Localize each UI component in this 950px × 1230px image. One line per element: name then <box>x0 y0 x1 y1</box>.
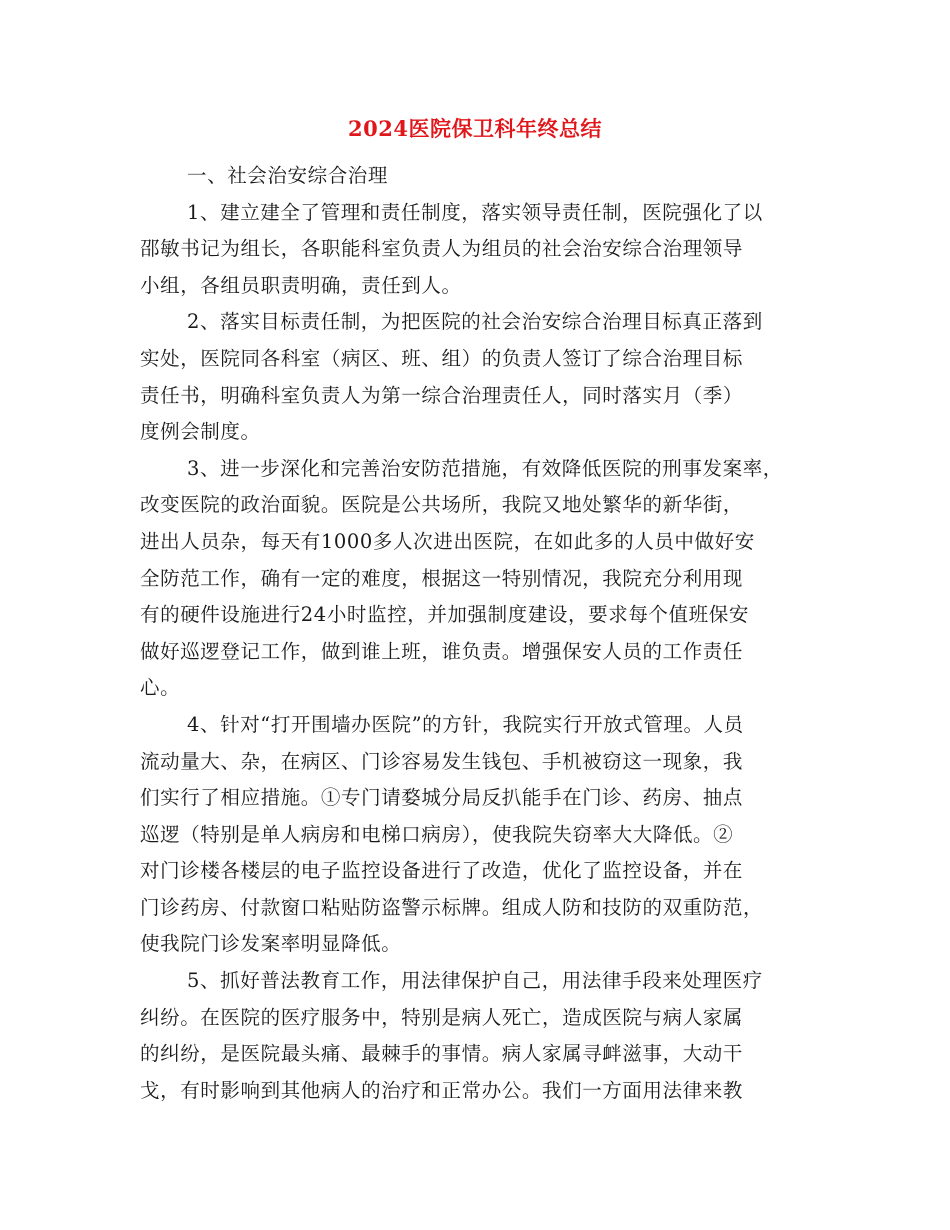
paragraph-line: 1、建立建全了管理和责任制度，落实领导责任制，医院强化了以 <box>187 200 763 224</box>
paragraph-line: 责任书，明确科室负责人为第一综合治理责任人，同时落实月（季） <box>140 383 744 407</box>
paragraph-line: 戈，有时影响到其他病人的治疗和正常办公。我们一方面用法律来教 <box>140 1078 744 1102</box>
paragraph-line: 纠纷。在医院的医疗服务中，特别是病人死亡，造成医院与病人家属 <box>140 1005 744 1029</box>
paragraph-line: 流动量大、杂，在病区、门诊容易发生钱包、手机被窃这一现象，我 <box>140 749 744 773</box>
paragraph-line: 做好巡逻登记工作，做到谁上班，谁负责。增强保安人员的工作责任 <box>140 639 744 663</box>
paragraph-line: 有的硬件设施进行24小时监控，并加强制度建设，要求每个值班保安 <box>140 603 749 627</box>
paragraph-line: 邵敏书记为组长，各职能科室负责人为组员的社会治安综合治理领导 <box>140 237 744 261</box>
section-heading: 一、社会治安综合治理 <box>187 164 389 187</box>
paragraph-line: 改变医院的政治面貌。医院是公共场所，我院又地处繁华的新华街， <box>140 493 744 517</box>
paragraph-line: 4、针对“打开围墙办医院”的方针，我院实行开放式管理。人员 <box>187 712 744 736</box>
paragraph-line: 实处，医院同各科室（病区、班、组）的负责人签订了综合治理目标 <box>140 346 744 370</box>
paragraph-line: 巡逻（特别是单人病房和电梯口病房），使我院失窃率大大降低。② <box>140 822 734 846</box>
paragraph-line: 全防范工作，确有一定的难度，根据这一特别情况，我院充分利用现 <box>140 566 744 590</box>
document-title: 2024医院保卫科年终总结 <box>348 116 602 141</box>
paragraph-line: 3、进一步深化和完善治安防范措施，有效降低医院的刑事发案率， <box>187 456 783 480</box>
paragraph-line: 心。 <box>140 676 181 700</box>
paragraph-line: 门诊药房、付款窗口粘贴防盗警示标牌。组成人防和技防的双重防范， <box>140 895 764 919</box>
document-body <box>140 158 820 1109</box>
paragraph-line: 们实行了相应措施。①专门请婺城分局反扒能手在门诊、药房、抽点 <box>140 786 744 810</box>
paragraph-line: 小组，各组员职责明确，责任到人。 <box>140 273 462 297</box>
paragraph-line: 使我院门诊发案率明显降低。 <box>140 932 402 956</box>
paragraph-line: 2、落实目标责任制，为把医院的社会治安综合治理目标真正落到 <box>187 310 763 334</box>
paragraph-line: 5、抓好普法教育工作，用法律保护自己，用法律手段来处理医疗 <box>187 969 763 993</box>
paragraph-line: 进出人员杂，每天有1000多人次进出医院，在如此多的人员中做好安 <box>140 529 755 553</box>
paragraph-line: 的纠纷，是医院最头痛、最棘手的事情。病人家属寻衅滋事，大动干 <box>140 1042 744 1066</box>
paragraph-line: 度例会制度。 <box>140 420 261 444</box>
paragraph-line: 对门诊楼各楼层的电子监控设备进行了改造，优化了监控设备，并在 <box>140 859 744 883</box>
